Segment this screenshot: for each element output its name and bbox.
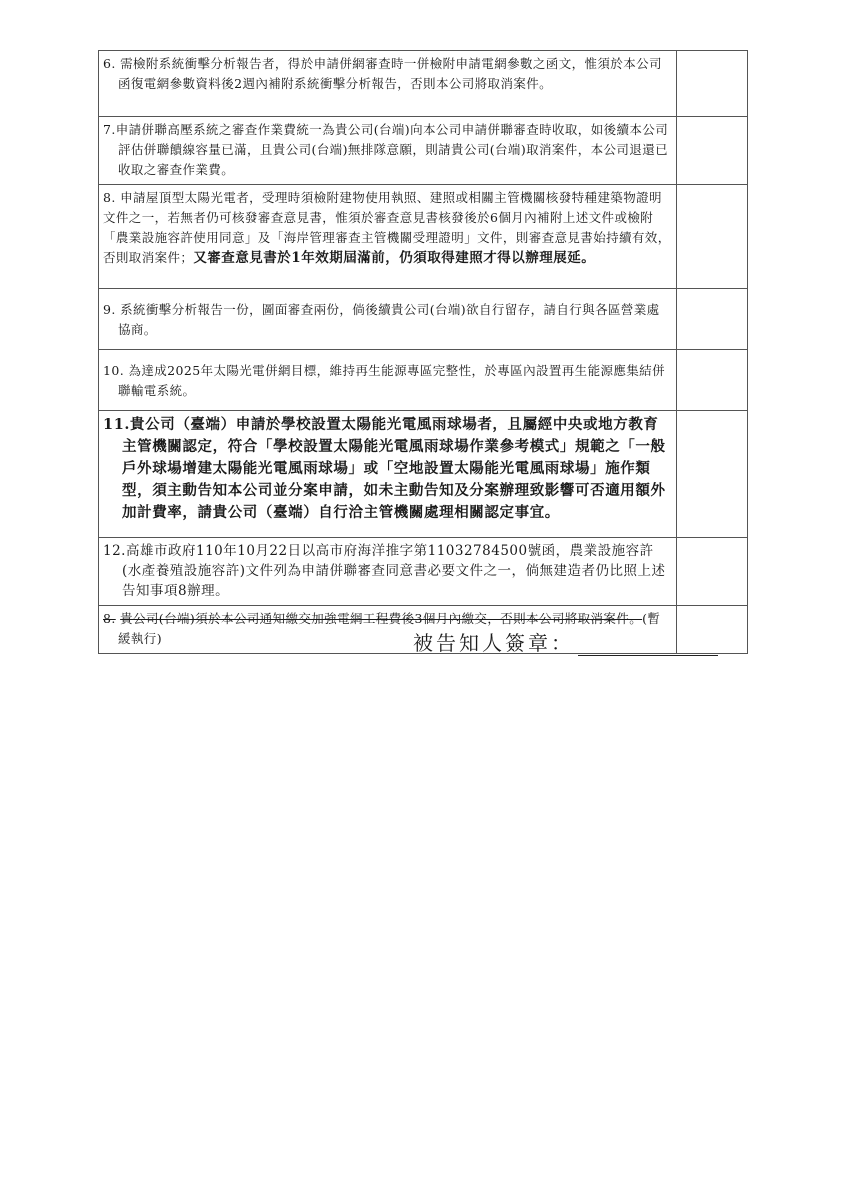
item-text: 系統衝擊分析報告一份，圖面審查兩份，倘後續貴公司(台端)欲自行留存，請自行與各區營業處協商。 xyxy=(118,302,660,337)
item-text-struck: 貴公司(台端)須於本公司通知繳交加強電網工程費後3個月內繳交，否則本公司將取消案件。 xyxy=(120,611,643,626)
item-number: 6. xyxy=(103,56,116,71)
signature-label: 被告知人簽章： xyxy=(413,631,574,655)
notice-item-7 xyxy=(99,117,677,185)
signature-line[interactable] xyxy=(578,637,718,656)
item-bold-text: 又審查意見書於1年效期屆滿前，仍須取得建照才得以辦理展延。 xyxy=(193,250,596,266)
item-number: 7. xyxy=(103,122,116,137)
item-number: 8. xyxy=(103,611,116,626)
table-row xyxy=(99,411,748,538)
check-cell xyxy=(677,289,748,350)
item-number: 9. xyxy=(103,302,116,317)
check-cell xyxy=(677,185,748,289)
table-row xyxy=(99,538,748,606)
notice-item-9 xyxy=(99,289,677,350)
item-text: 申請屋頂型太陽光電者，受理時須檢附建物使用執照、建照或相關主管機關核發特種建築物證明文件之一，若無者仍可核發審查意見書，惟須於審查意見書核發後於6個月內補附上述文件或檢附「農業設施容許使用同意」及「海岸管理審查主管機關受理證明」文件，則審查意見書始持續有效，否則取消案件； xyxy=(103,190,671,265)
item-number: 12. xyxy=(103,543,126,559)
item-number: 8. xyxy=(103,190,116,205)
table-row xyxy=(99,117,748,185)
table-row xyxy=(99,289,748,350)
notice-item-8 xyxy=(99,185,677,289)
item-number: 10. xyxy=(103,363,125,378)
notice-item-10 xyxy=(99,350,677,411)
signature-block xyxy=(413,627,713,656)
item-suffix: (暫緩執行) xyxy=(118,611,661,646)
item-text: 申請併聯高壓系統之審查作業費統一為貴公司(台端)向本公司申請併聯審查時收取，如後續本公司評估併聯饋線容量已滿，且貴公司(台端)無排隊意願，則請貴公司(台端)取消案件，本公司退還已收取之審查作業費。 xyxy=(115,122,669,177)
item-text: 貴公司（臺端）申請於學校設置太陽能光電風雨球場者，且屬經中央或地方教育主管機關認定，符合「學校設置太陽能光電風雨球場作業參考模式」規範之「一般戶外球場增建太陽能光電風雨球場」或「空地設置太陽能光電風雨球場」施作類型，須主動告知本公司並分案申請，如未主動告知及分案辦理致影響可否適用額外加計費率，請貴公司（臺端）自行洽主管機關處理相關認定事宜。 xyxy=(122,416,666,521)
check-cell xyxy=(677,51,748,117)
notice-item-6 xyxy=(99,51,677,117)
item-number: 11. xyxy=(103,416,131,433)
check-cell xyxy=(677,538,748,606)
table-row xyxy=(99,350,748,411)
check-cell xyxy=(677,117,748,185)
item-text: 高雄市政府110年10月22日以高市府海洋推字第11032784500號函，農業設施容許(水產養殖設施容許)文件列為申請併聯審查同意書必要文件之一，倘無建造者仍比照上述告知事項8辦理。 xyxy=(122,543,666,599)
notice-table xyxy=(98,50,748,654)
check-cell xyxy=(677,350,748,411)
notice-item-12 xyxy=(99,538,677,606)
table-row xyxy=(99,185,748,289)
item-text: 需檢附系統衝擊分析報告者，得於申請併網審查時一併檢附申請電網參數之函文，惟須於本公司函復電網參數資料後2週內補附系統衝擊分析報告，否則本公司將取消案件。 xyxy=(118,56,662,91)
notice-item-11 xyxy=(99,411,677,538)
table-row xyxy=(99,51,748,117)
item-text: 為達成2025年太陽光電併網目標，維持再生能源專區完整性，於專區內設置再生能源應集結併聯輸電系統。 xyxy=(118,363,665,398)
check-cell xyxy=(677,411,748,538)
